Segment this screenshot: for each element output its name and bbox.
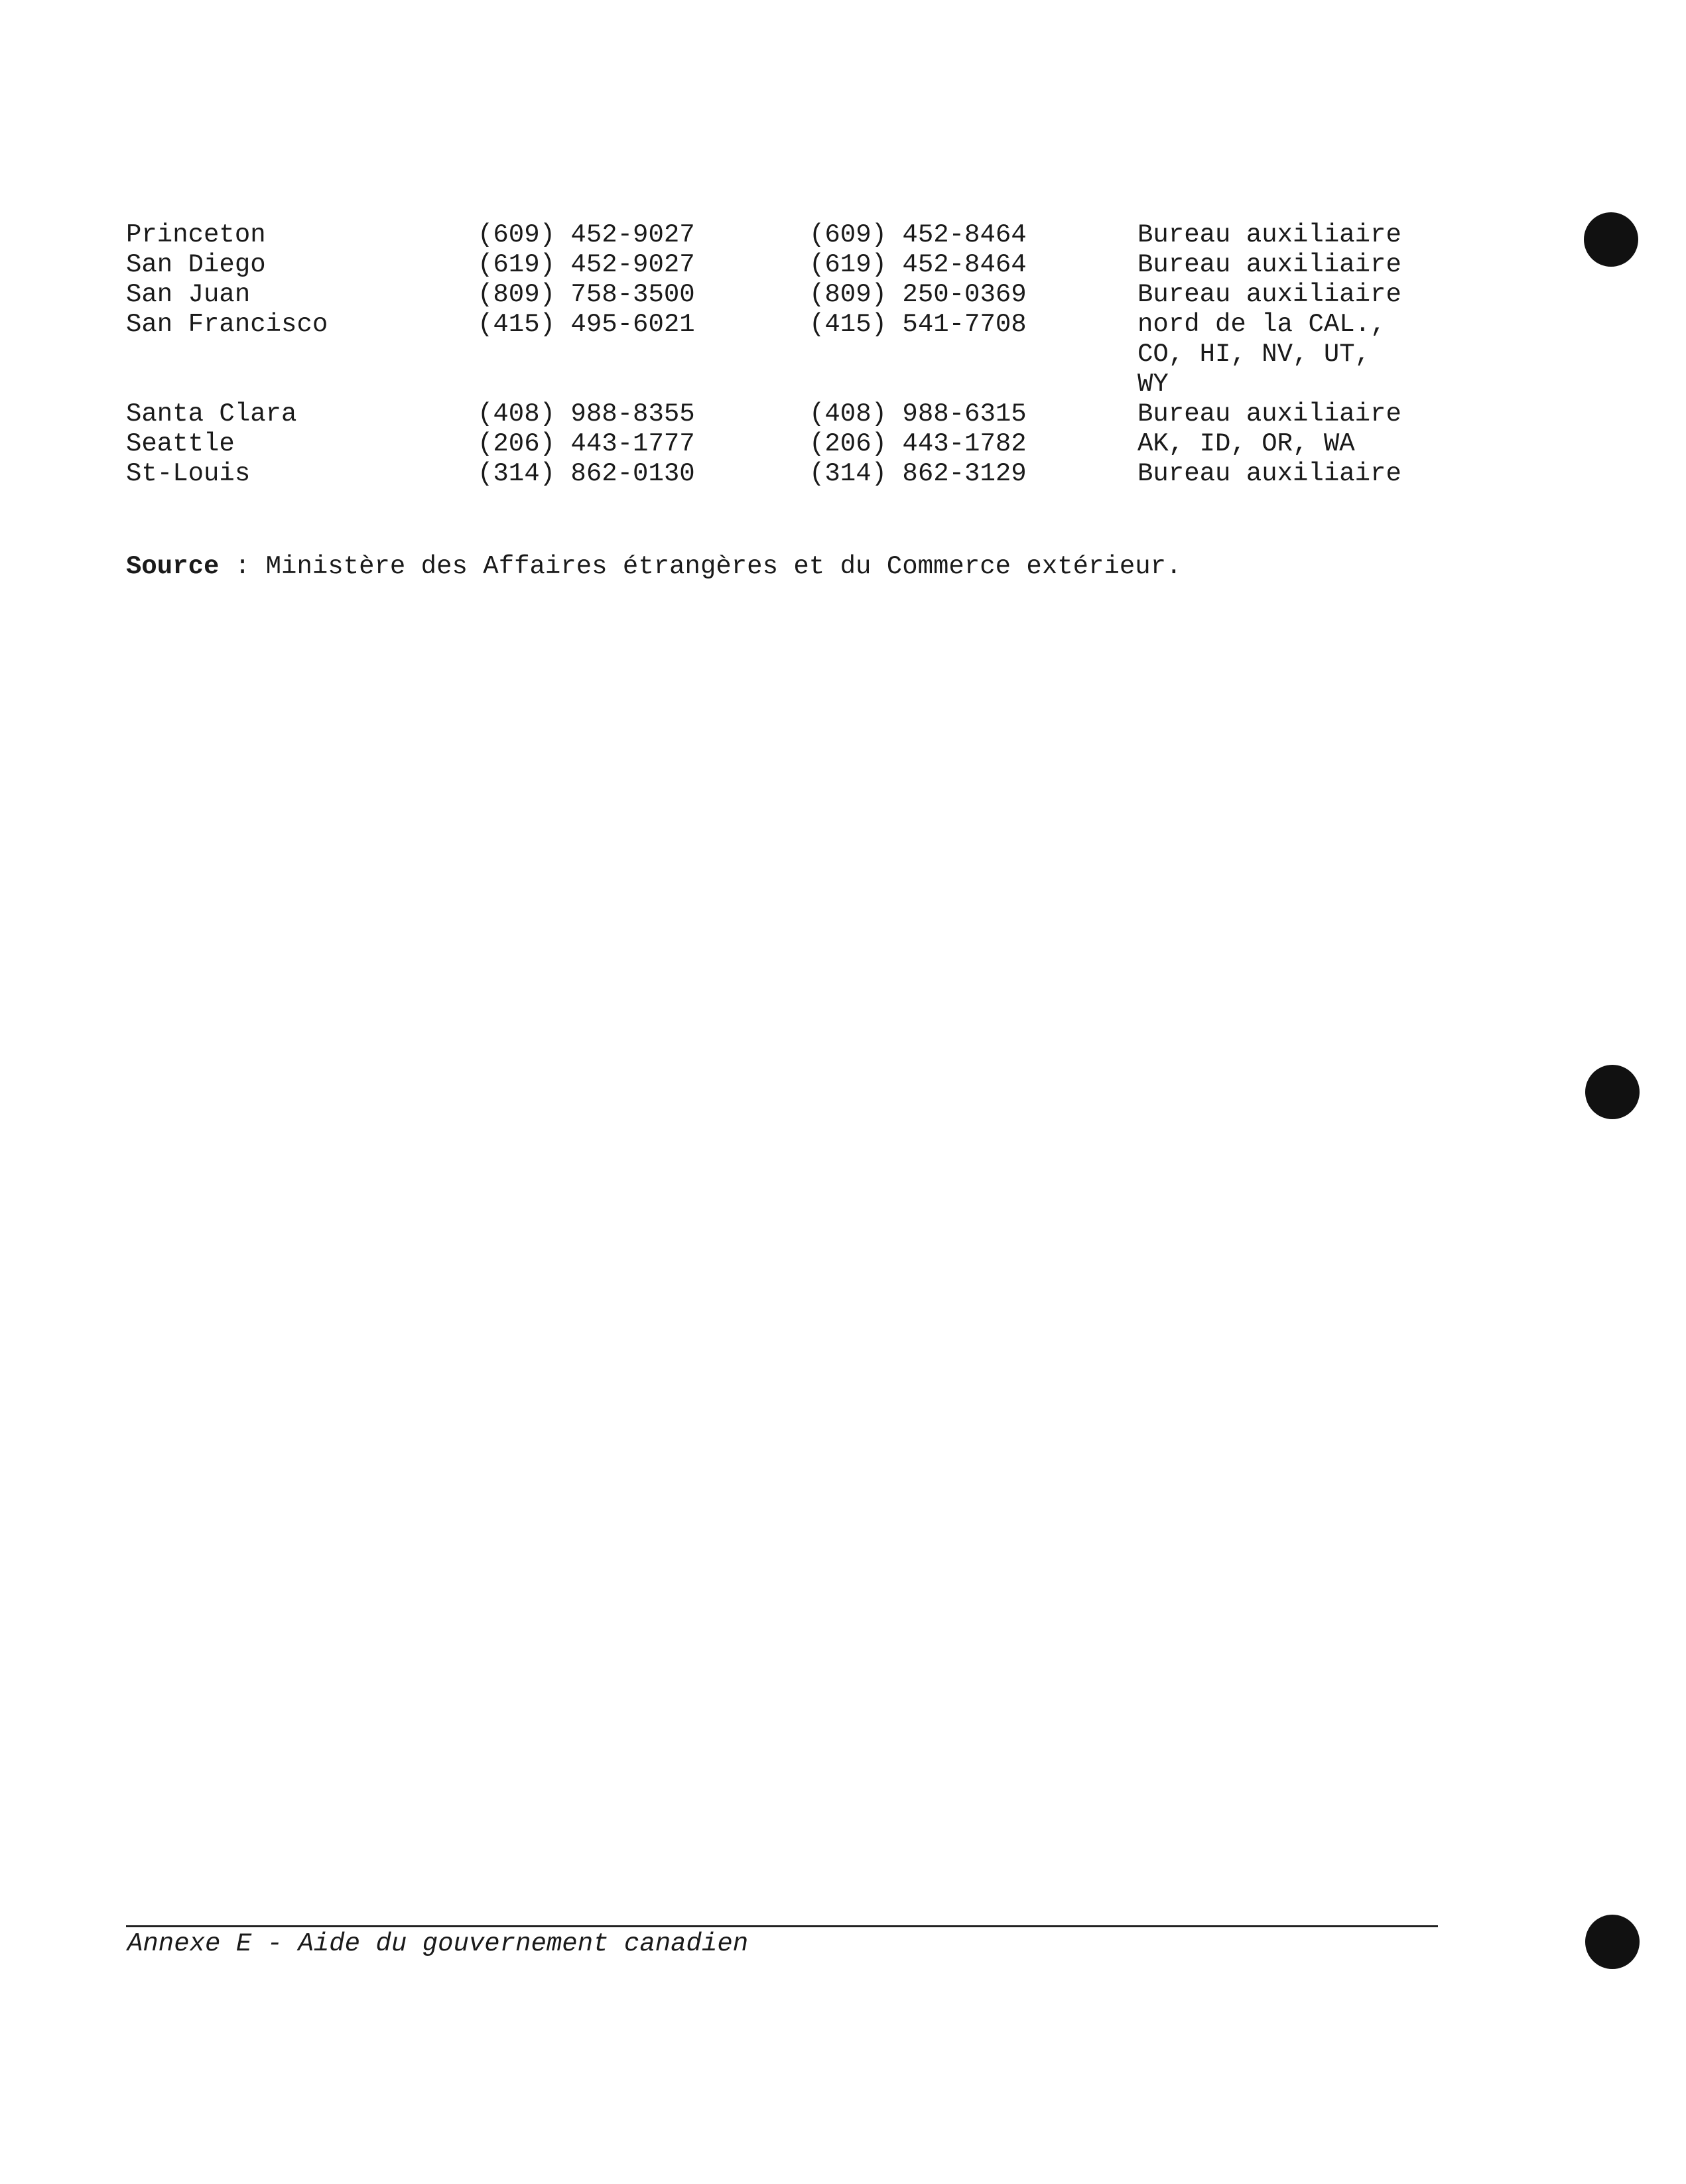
office-city: St-Louis: [126, 459, 251, 488]
office-note: Bureau auxiliaire: [1137, 280, 1401, 309]
office-phone: (314) 862-0130: [478, 459, 695, 488]
source-note: [126, 552, 1181, 582]
binder-hole: [1585, 1065, 1640, 1119]
office-phone: (619) 452-9027: [478, 250, 695, 279]
binder-hole: [1584, 212, 1638, 267]
office-city: San Diego: [126, 250, 266, 279]
footer-title: Annexe E - Aide du gouvernement canadien: [127, 1929, 749, 1958]
table-row: [126, 250, 1453, 280]
office-phone: (206) 443-1777: [478, 429, 695, 458]
office-fax: (619) 452-8464: [809, 250, 1027, 279]
offices-table: [126, 220, 1453, 489]
office-city: San Francisco: [126, 310, 328, 339]
office-fax: (408) 988-6315: [809, 399, 1027, 429]
office-note: Bureau auxiliaire: [1137, 250, 1401, 279]
table-row: [126, 280, 1453, 310]
office-note: Bureau auxiliaire: [1137, 459, 1401, 488]
office-phone: (609) 452-9027: [478, 220, 695, 249]
office-fax: (809) 250-0369: [809, 280, 1027, 309]
office-city: Princeton: [126, 220, 266, 249]
table-row: [126, 429, 1453, 459]
office-note: AK, ID, OR, WA: [1137, 429, 1355, 458]
office-note: Bureau auxiliaire: [1137, 220, 1401, 249]
office-city: San Juan: [126, 280, 251, 309]
office-city: Santa Clara: [126, 399, 297, 429]
office-fax: (609) 452-8464: [809, 220, 1027, 249]
source-label: Source: [126, 552, 220, 581]
table-row: [126, 459, 1453, 489]
office-city: Seattle: [126, 429, 235, 458]
office-phone: (809) 758-3500: [478, 280, 695, 309]
table-row: [126, 220, 1453, 250]
office-phone: (415) 495-6021: [478, 310, 695, 339]
table-row: [126, 399, 1453, 429]
office-phone: (408) 988-8355: [478, 399, 695, 429]
binder-hole: [1585, 1915, 1640, 1969]
office-note: Bureau auxiliaire: [1137, 399, 1401, 429]
office-fax: (415) 541-7708: [809, 310, 1027, 339]
footer-divider: [126, 1925, 1438, 1927]
table-row: [126, 310, 1453, 399]
office-fax: (206) 443-1782: [809, 429, 1027, 458]
office-fax: (314) 862-3129: [809, 459, 1027, 488]
source-text: : Ministère des Affaires étrangères et du Commerce extérieur.: [219, 552, 1182, 581]
office-note: nord de la CAL., CO, HI, NV, UT, WY: [1137, 310, 1386, 399]
